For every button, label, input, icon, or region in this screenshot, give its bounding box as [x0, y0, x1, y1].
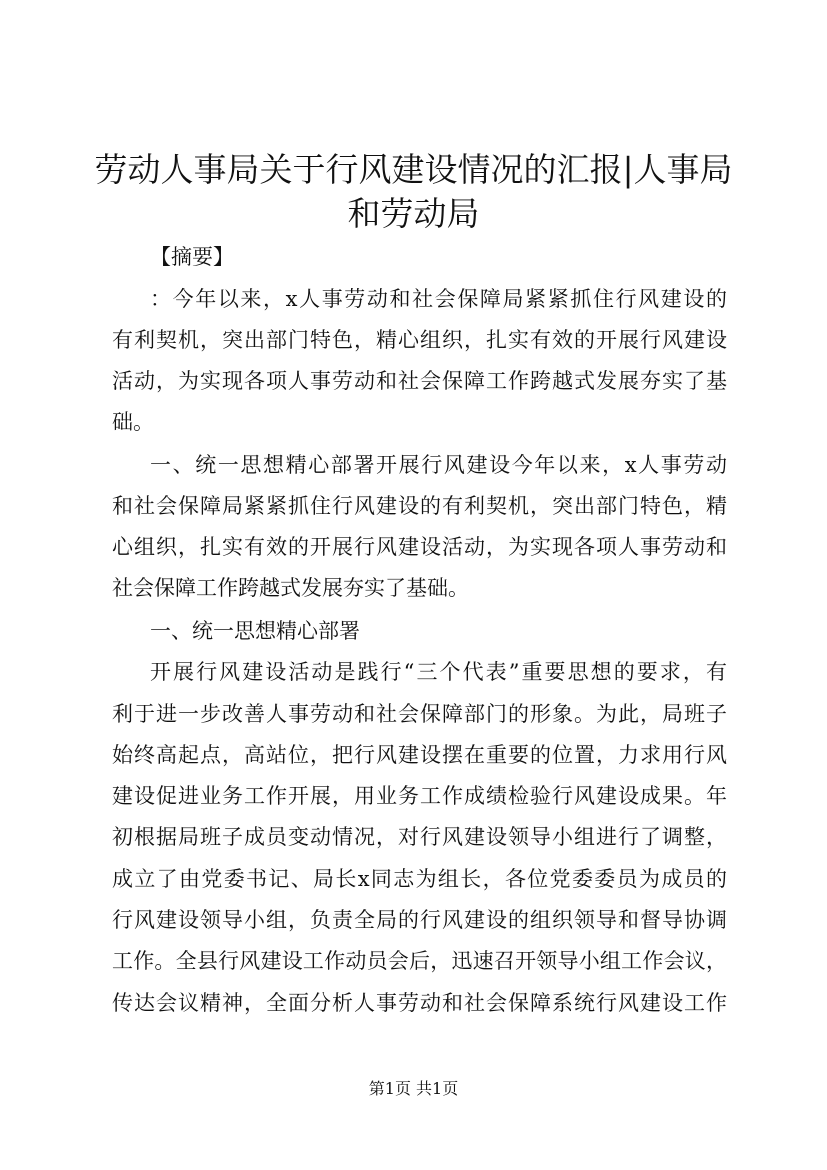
paragraph-line: 利于进一步改善人事劳动和社会保障部门的形象。为此，局班子	[112, 702, 727, 726]
paragraph-line: 开展行风建设活动是践行“三个代表”重要思想的要求，有	[150, 660, 727, 684]
paragraph-line: 建设促进业务工作开展，用业务工作成绩检验行风建设成果。年	[112, 784, 727, 808]
paragraph-line: 础。	[112, 410, 154, 434]
page-footer: 第1页 共1页	[368, 1079, 459, 1098]
abstract-heading: 【摘要】	[150, 245, 234, 269]
paragraph-line: 心组织，扎实有效的开展行风建设活动，为实现各项人事劳动和	[112, 535, 727, 559]
paragraph-line: ：今年以来，x人事劳动和社会保障局紧紧抓住行风建设的	[150, 287, 727, 311]
document-title-line-2: 和劳动局	[347, 194, 480, 233]
paragraph-line: 成立了由党委书记、局长x同志为组长，各位党委委员为成员的	[112, 867, 727, 891]
paragraph-line: 行风建设领导小组，负责全局的行风建设的组织领导和督导协调	[112, 908, 727, 932]
section-heading: 一、统一思想精心部署	[150, 619, 360, 643]
paragraph-line: 传达会议精神，全面分析人事劳动和社会保障系统行风建设工作	[112, 991, 727, 1015]
paragraph-line: 有利契机，突出部门特色，精心组织，扎实有效的开展行风建设	[112, 328, 727, 352]
paragraph-line: 活动，为实现各项人事劳动和社会保障工作跨越式发展夯实了基	[112, 369, 727, 393]
paragraph-line: 工作。全县行风建设工作动员会后，迅速召开领导小组工作会议，	[112, 949, 727, 973]
paragraph-line: 始终高起点，高站位，把行风建设摆在重要的位置，力求用行风	[112, 743, 727, 767]
paragraph-line: 社会保障工作跨越式发展夯实了基础。	[112, 576, 469, 600]
paragraph-line: 和社会保障局紧紧抓住行风建设的有利契机，突出部门特色，精	[112, 494, 727, 518]
paragraph-line: 初根据局班子成员变动情况，对行风建设领导小组进行了调整，	[112, 825, 727, 849]
paragraph-line: 一、统一思想精心部署开展行风建设今年以来，x人事劳动	[150, 453, 727, 477]
document-title-line-1: 劳动人事局关于行风建设情况的汇报|人事局	[94, 150, 733, 189]
